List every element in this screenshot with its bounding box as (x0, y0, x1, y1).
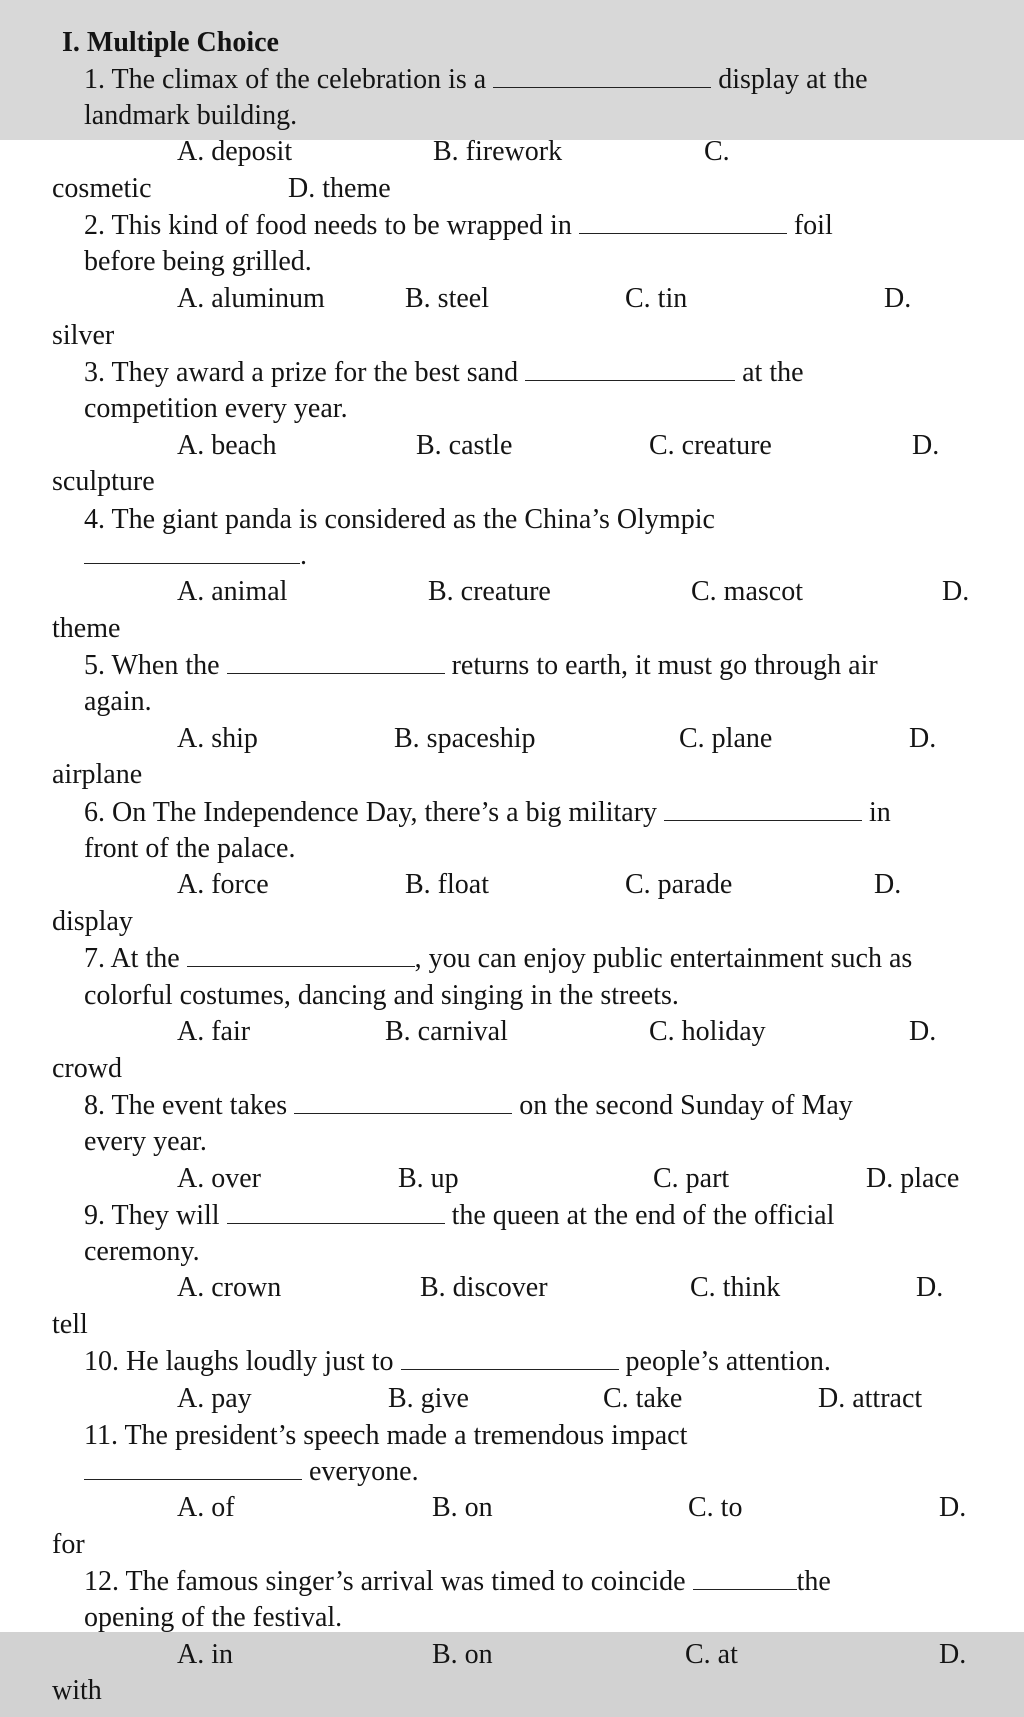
option-a[interactable]: A. animal (177, 576, 288, 607)
question-7-stem-cont: colorful costumes, dancing and singing in the streets. (84, 980, 679, 1011)
option-d[interactable]: D. (909, 723, 937, 754)
question-3-stem-cont: competition every year. (84, 393, 348, 424)
question-8-stem: 8. The event takes on the second Sunday of May (84, 1090, 853, 1121)
option-a[interactable]: A. over (177, 1163, 261, 1194)
option-d[interactable]: D. (912, 430, 940, 461)
option-a[interactable]: A. pay (177, 1383, 252, 1414)
question-6-stem-cont: front of the palace. (84, 833, 296, 864)
option-d-wrap: for (52, 1529, 85, 1560)
option-d[interactable]: D. (909, 1016, 937, 1047)
question-4-stem-cont: . (84, 538, 307, 574)
option-c[interactable]: C. tin (625, 283, 688, 314)
option-a[interactable]: A. deposit (177, 136, 293, 167)
option-c-wrap: cosmetic (52, 173, 152, 204)
option-b[interactable]: B. spaceship (394, 723, 536, 754)
option-d[interactable]: D. (939, 1492, 967, 1523)
option-c[interactable]: C. part (653, 1163, 730, 1194)
option-d[interactable]: D. (884, 283, 912, 314)
option-b[interactable]: B. discover (420, 1272, 548, 1303)
option-d[interactable]: D. attract (818, 1383, 923, 1414)
answer-blank[interactable] (187, 942, 415, 967)
answer-blank[interactable] (664, 796, 862, 821)
option-c[interactable]: C. to (688, 1492, 743, 1523)
question-9-stem-cont: ceremony. (84, 1236, 200, 1267)
option-c[interactable]: C. take (603, 1383, 683, 1414)
option-b[interactable]: B. on (432, 1492, 493, 1523)
option-a[interactable]: A. beach (177, 430, 277, 461)
option-a[interactable]: A. of (177, 1492, 235, 1523)
question-12-stem-cont: opening of the festival. (84, 1602, 343, 1633)
question-4-stem: 4. The giant panda is considered as the China’s Olympic (84, 504, 715, 535)
option-d[interactable]: D. theme (288, 173, 391, 204)
question-3-stem: 3. They award a prize for the best sand at the (84, 357, 804, 388)
question-12-stem: 12. The famous singer’s arrival was timed to coincide the (84, 1566, 831, 1597)
option-b[interactable]: B. creature (428, 576, 551, 607)
option-a[interactable]: A. fair (177, 1016, 251, 1047)
answer-blank[interactable] (84, 539, 300, 564)
option-c[interactable]: C. (704, 136, 730, 167)
option-d-wrap: sculpture (52, 466, 155, 497)
option-c[interactable]: C. mascot (691, 576, 803, 607)
option-a[interactable]: A. crown (177, 1272, 282, 1303)
answer-blank[interactable] (579, 209, 787, 234)
option-c[interactable]: C. at (685, 1639, 738, 1670)
question-11-stem-cont: everyone. (84, 1454, 419, 1490)
question-10-stem: 10. He laughs loudly just to people’s attention. (84, 1346, 831, 1377)
section-title: I. Multiple Choice (62, 27, 279, 58)
question-5-stem-cont: again. (84, 686, 152, 717)
option-a[interactable]: A. in (177, 1639, 233, 1670)
question-5-stem: 5. When the returns to earth, it must go through air (84, 650, 878, 681)
question-2-stem: 2. This kind of food needs to be wrapped in foil (84, 210, 833, 241)
question-9-stem: 9. They will the queen at the end of the official (84, 1200, 835, 1231)
answer-blank[interactable] (693, 1565, 797, 1590)
answer-blank[interactable] (401, 1345, 619, 1370)
option-b[interactable]: B. firework (433, 136, 563, 167)
option-d-wrap: tell (52, 1309, 88, 1340)
option-d[interactable]: D. (942, 576, 970, 607)
option-c[interactable]: C. think (690, 1272, 781, 1303)
option-d-wrap: silver (52, 320, 115, 351)
option-d[interactable]: D. place (866, 1163, 960, 1194)
option-c[interactable]: C. creature (649, 430, 772, 461)
option-b[interactable]: B. on (432, 1639, 493, 1670)
option-c[interactable]: C. plane (679, 723, 773, 754)
option-b[interactable]: B. steel (405, 283, 489, 314)
bottom-gray-band (0, 1632, 1024, 1717)
option-b[interactable]: B. float (405, 869, 489, 900)
question-8-stem-cont: every year. (84, 1126, 207, 1157)
option-b[interactable]: B. castle (416, 430, 513, 461)
option-a[interactable]: A. ship (177, 723, 258, 754)
answer-blank[interactable] (525, 356, 735, 381)
option-c[interactable]: C. holiday (649, 1016, 766, 1047)
question-11-stem: 11. The president’s speech made a tremendous impact (84, 1420, 688, 1451)
option-b[interactable]: B. up (398, 1163, 459, 1194)
answer-blank[interactable] (227, 1199, 445, 1224)
question-6-stem: 6. On The Independence Day, there’s a big military in (84, 797, 891, 828)
answer-blank[interactable] (493, 63, 711, 88)
option-d[interactable]: D. (874, 869, 902, 900)
option-b[interactable]: B. give (388, 1383, 469, 1414)
option-d-wrap: theme (52, 613, 121, 644)
option-a[interactable]: A. aluminum (177, 283, 325, 314)
option-d-wrap: airplane (52, 759, 143, 790)
question-2-stem-cont: before being grilled. (84, 246, 312, 277)
answer-blank[interactable] (227, 649, 445, 674)
option-d-wrap: display (52, 906, 133, 937)
question-7-stem: 7. At the , you can enjoy public entertainment such as (84, 943, 913, 974)
option-d[interactable]: D. (916, 1272, 944, 1303)
option-c[interactable]: C. parade (625, 869, 733, 900)
question-1-stem: 1. The climax of the celebration is a display at the (84, 64, 868, 95)
answer-blank[interactable] (84, 1455, 302, 1480)
option-b[interactable]: B. carnival (385, 1016, 508, 1047)
option-d-wrap: crowd (52, 1053, 122, 1084)
answer-blank[interactable] (294, 1089, 512, 1114)
option-a[interactable]: A. force (177, 869, 269, 900)
option-d-wrap: with (52, 1675, 102, 1706)
question-1-stem-cont: landmark building. (84, 100, 298, 131)
option-d[interactable]: D. (939, 1639, 967, 1670)
